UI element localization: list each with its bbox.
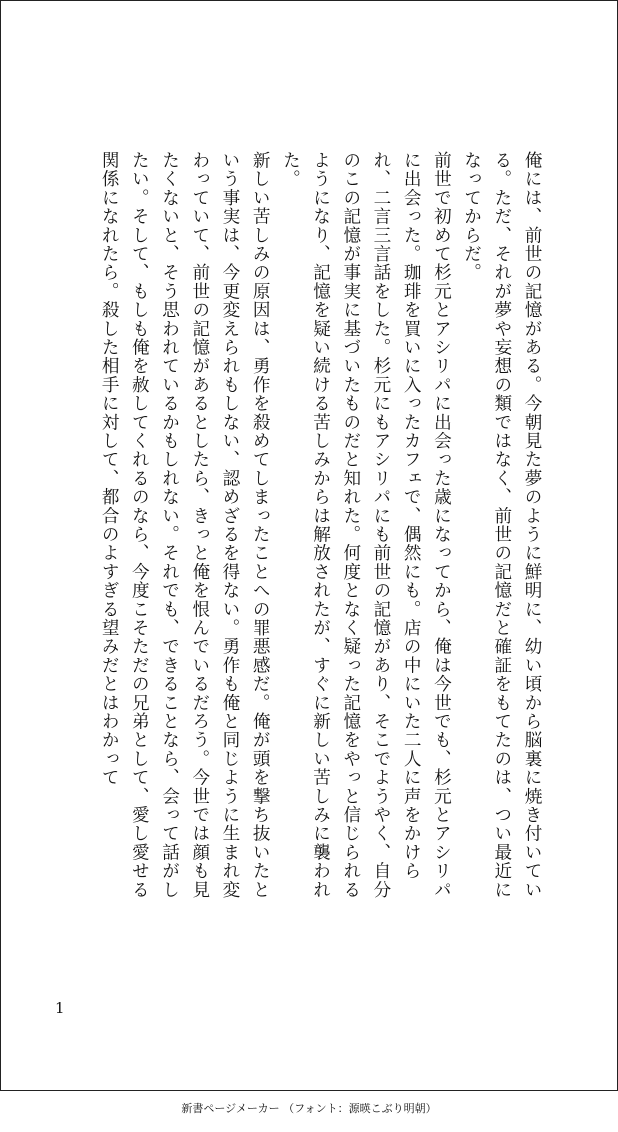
page-number: 1 <box>55 999 65 1017</box>
paragraph-2: 前世で初めて杉元とアシリパに出会った歳になってから、俺は今世でも、杉元とアシリパに出会った。珈琲を買いに入ったカフェで、偶然にも。店の中にいた二人に声をかけられ、二言三言話をした。杉元にもアシリパにも前世の記憶があり、そこでようやく、自分のこの記憶が事実に基づいたものだと知れた。何度となく疑った記憶をやっと信じられるようになり、記憶を疑い続ける苦しみからは解放されたが、すぐに新しい苦しみに襲われた。 <box>280 151 452 899</box>
vertical-text-body <box>47 151 547 911</box>
paragraph-1: 俺には、前世の記憶がある。今朝見た夢のように鮮明に、幼い頃から脳裏に焼き付いている。ただ、それが夢や妄想の類ではなく、前世の記憶だと確証をもてたのは、つい最近になってからだ。 <box>461 151 542 899</box>
footer-credit: 新書ページメーカー （フォント：源暎こぶり明朝） <box>181 1102 437 1115</box>
paragraph-3: 新しい苦しみの原因は、勇作を殺めてしまったことへの罪悪感だ。俺が頭を撃ち抜いたという事実は、今更変えられもしない、認めざるを得ない。勇作も俺と同じように生まれ変わっていて、前世の記憶があるとしたら、きっと俺を恨んでいるだろう。今世では顔も見たくないと、そう思われているかもしれない。それでも、できることなら、会って話がしたい。そして、もしも俺を赦してくれるのなら、今度こそただの兄弟として、愛し愛せる関係になれたら。殺した相手に対して、都合のよすぎる望みだとはわかって <box>99 151 271 899</box>
